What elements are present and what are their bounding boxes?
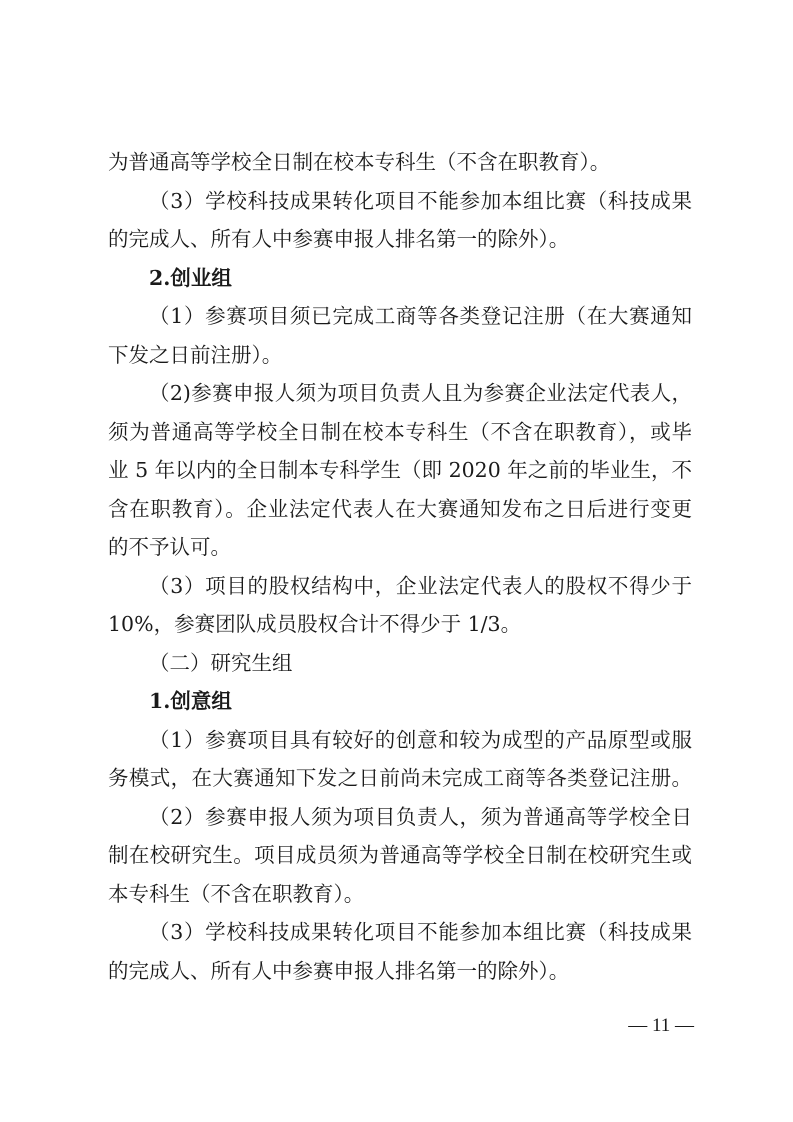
paragraph-line: 为普通高等学校全日制在校本专科生（不含在职教育）。: [108, 150, 611, 174]
document-body: [108, 143, 692, 990]
paragraph-line: 务模式，在大赛通知下发之日前尚未完成工商等各类登记注册。: [108, 766, 692, 790]
paragraph-line: （2）参赛申报人须为项目负责人，须为普通高等学校全日: [149, 804, 692, 829]
paragraph-line: 的不予认可。: [108, 535, 231, 559]
paragraph-line: 10%，参赛团队成员股权合计不得少于 1/3。: [108, 612, 522, 636]
paragraph-line: 制在校研究生。项目成员须为普通高等学校全日制在校研究生或: [108, 843, 692, 867]
paragraph-line: 的完成人、所有人中参赛申报人排名第一的除外）。: [108, 958, 570, 983]
paragraph-line: （3）项目的股权结构中，企业法定代表人的股权不得少于: [149, 573, 692, 598]
paragraph-line: 业 5 年以内的全日制本专科学生（即 2020 年之前的毕业生，不: [108, 458, 692, 482]
paragraph-line: （1）参赛项目具有较好的创意和较为成型的产品原型或服: [149, 727, 692, 752]
paragraph-line: （1）参赛项目须已完成工商等各类登记注册（在大赛通知: [149, 304, 692, 328]
paragraph-line: 须为普通高等学校全日制在校本专科生（不含在职教育），或毕: [108, 419, 692, 444]
section-heading: 2.创业组: [149, 265, 232, 290]
paragraph-line: （3）学校科技成果转化项目不能参加本组比赛（科技成果: [149, 920, 692, 944]
paragraph-line: （3）学校科技成果转化项目不能参加本组比赛（科技成果: [149, 188, 692, 213]
paragraph-line: 下发之日前注册）。: [108, 342, 283, 367]
paragraph-line: 本专科生（不含在职教育）。: [108, 881, 365, 906]
page-number: — 11 —: [628, 1015, 694, 1036]
paragraph-line: 含在职教育）。企业法定代表人在大赛通知发布之日后进行变更: [108, 496, 692, 521]
paragraph-line: （2)参赛申报人须为项目负责人且为参赛企业法定代表人，: [149, 381, 692, 405]
paragraph-line: 的完成人、所有人中参赛申报人排名第一的除外）。: [108, 227, 570, 251]
section-heading: （二）研究生组: [149, 650, 293, 675]
section-heading: 1.创意组: [149, 689, 232, 713]
